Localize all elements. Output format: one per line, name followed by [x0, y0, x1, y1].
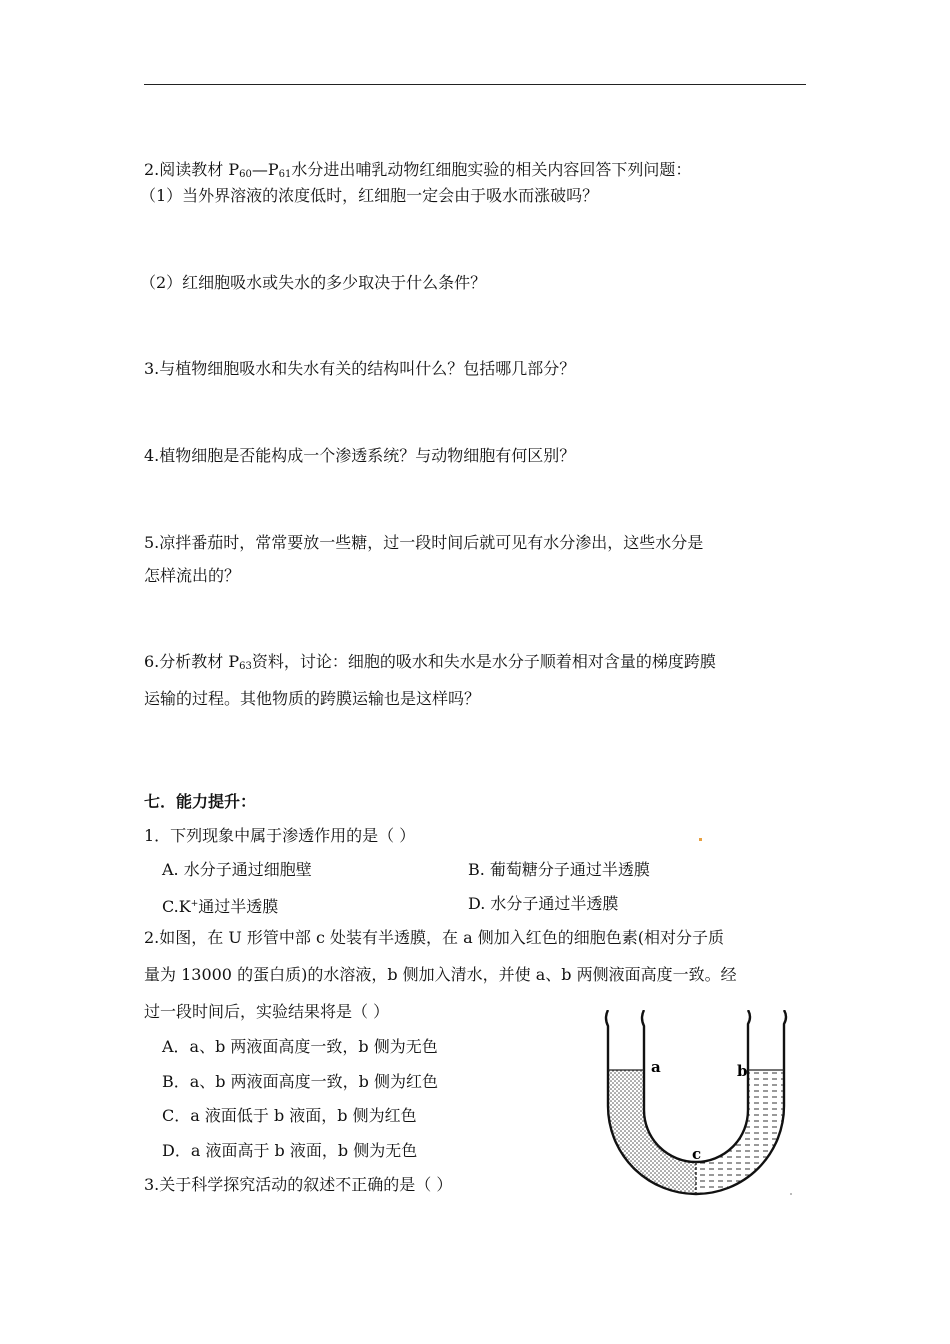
- u-tube-figure: [600, 1010, 800, 1200]
- u-tube-inner-wall: [642, 1010, 750, 1162]
- problem-2-line-3: 过一段时间后，实验结果将是（ ）: [144, 1002, 390, 1021]
- question-2-part-1: （1）当外界溶液的浓度低时，红细胞一定会由于吸水而涨破吗？: [140, 186, 599, 205]
- question-2-heading: 2.阅读教材 $P_{60}—P_{61}$水分进出哺乳动物红细胞实验的相关内容回答下列问题：: [144, 160, 692, 180]
- question-5-line-2: 怎样流出的？: [144, 566, 241, 585]
- problem-2-option-b: B．a、b 两液面高度一致，b 侧为红色: [162, 1072, 438, 1091]
- question-5-line-1: 5.凉拌番茄时，常常要放一些糖，过一段时间后就可见有水分渗出，这些水分是: [144, 533, 704, 552]
- problem-1-option-b: B. 葡萄糖分子通过半透膜: [468, 860, 650, 879]
- header-rule: [144, 84, 806, 85]
- question-6-line-2: 运输的过程。其他物质的跨膜运输也是这样吗？: [144, 689, 481, 708]
- stray-dot: [699, 838, 702, 841]
- problem-1-option-d: D. 水分子通过半透膜: [468, 894, 619, 913]
- problem-2-line-2: 量为 13000 的蛋白质)的水溶液，b 侧加入清水，并使 a、b 两侧液面高度一致。经: [144, 965, 737, 984]
- problem-2-option-c: C．a 液面低于 b 液面，b 侧为红色: [162, 1106, 417, 1125]
- question-2-part-2: （2）红细胞吸水或失水的多少取决于什么条件？: [140, 273, 487, 292]
- solution-a-liquid: [608, 1070, 696, 1194]
- solution-b-liquid: [696, 1070, 784, 1194]
- label-c: c: [692, 1145, 702, 1163]
- problem-2-line-1: 2.如图，在 U 形管中部 c 处装有半透膜，在 a 侧加入红色的细胞色素(相对分子质: [144, 928, 725, 947]
- label-b: b: [737, 1062, 748, 1080]
- question-6-line-1: 6.分析教材 $P_{63}$资料，讨论：细胞的吸水和失水是水分子顺着相对含量的梯度跨膜: [144, 652, 716, 672]
- problem-1-option-a: A. 水分子通过细胞壁: [162, 860, 312, 879]
- scan-speck: [790, 1193, 792, 1195]
- label-a: a: [651, 1058, 661, 1076]
- problem-2-option-d: D．a 液面高于 b 液面，b 侧为无色: [162, 1141, 418, 1160]
- problem-3-stem: 3.关于科学探究活动的叙述不正确的是（ ）: [144, 1175, 453, 1194]
- problem-1-option-c: C.K+通过半透膜: [162, 897, 279, 916]
- problem-2-option-a: A．a、b 两液面高度一致，b 侧为无色: [162, 1037, 438, 1056]
- question-3: 3.与植物细胞吸水和失水有关的结构叫什么？包括哪几部分？: [144, 359, 576, 378]
- problem-1-stem: 1．下列现象中属于渗透作用的是（ ）: [144, 826, 416, 845]
- section-title: 七．能力提升：: [144, 792, 257, 811]
- question-4: 4.植物细胞是否能构成一个渗透系统？与动物细胞有何区别？: [144, 446, 576, 465]
